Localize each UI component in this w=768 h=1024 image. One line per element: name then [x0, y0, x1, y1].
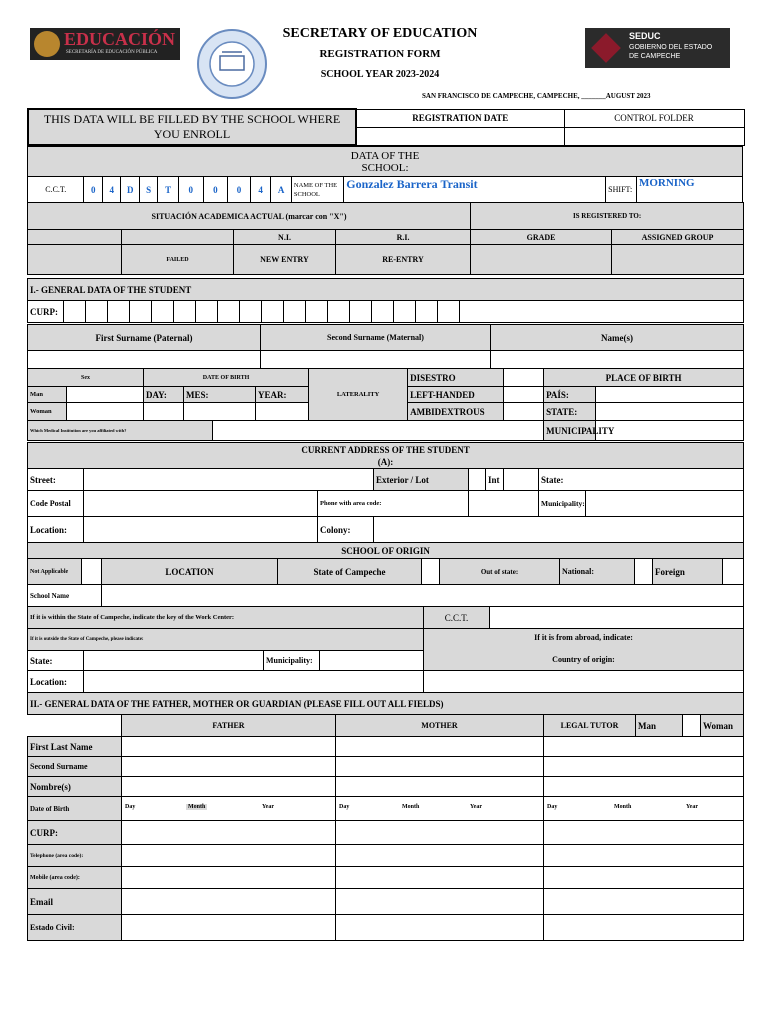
location-label: Location:	[28, 517, 84, 543]
shift-field[interactable]: MORNING	[636, 177, 742, 203]
cct-label: C.C.T.	[28, 177, 84, 203]
origin-location-field-label: Location:	[28, 671, 84, 693]
seduc-logo	[585, 28, 730, 68]
curp-char-field[interactable]	[108, 301, 130, 323]
laterality-label: LATERALITY	[309, 369, 408, 421]
father-dob-day-label: Day	[125, 804, 136, 810]
tutor-names[interactable]	[544, 777, 744, 797]
not-applicable-label: Not Applicable	[28, 559, 82, 585]
municipality-field[interactable]	[596, 421, 744, 441]
curp-char-field[interactable]	[284, 301, 306, 323]
tutor-woman-label: Woman	[701, 715, 744, 737]
origin-location-field[interactable]	[84, 671, 424, 693]
left-handed-checkbox[interactable]	[504, 387, 544, 403]
day-field[interactable]	[144, 403, 184, 421]
cct-char[interactable]: 0	[84, 177, 102, 203]
woman-checkbox[interactable]	[67, 403, 144, 421]
curp-char-field[interactable]	[86, 301, 108, 323]
names-row-label: Nombre(s)	[28, 777, 122, 797]
origin-title: SCHOOL OF ORIGIN	[28, 543, 744, 559]
dob-row-label: Date of Birth	[28, 797, 122, 821]
curp-char-field[interactable]	[152, 301, 174, 323]
tutor-first-last-name[interactable]	[544, 737, 744, 757]
municipality-label: MUNICIPALITY	[544, 421, 596, 441]
place-date: SAN FRANCISCO DE CAMPECHE, CAMPECHE, _______AUGUST 2023	[422, 92, 651, 100]
not-applicable-checkbox[interactable]	[82, 559, 102, 585]
student-section-title: I.- GENERAL DATA OF THE STUDENT	[28, 279, 744, 301]
curp-char-field[interactable]	[328, 301, 350, 323]
father-names[interactable]	[122, 777, 336, 797]
cct-char[interactable]: D	[121, 177, 139, 203]
father-dob-month-label: Month	[188, 804, 206, 810]
origin-state-label: State:	[28, 651, 84, 671]
control-folder-field[interactable]	[564, 127, 744, 145]
father-first-last-name[interactable]	[122, 737, 336, 757]
month-label: MES:	[184, 387, 256, 403]
curp-char-field[interactable]	[218, 301, 240, 323]
seduc-line-1: GOBIERNO DEL ESTADO	[629, 44, 713, 51]
year-label: YEAR:	[256, 387, 309, 403]
student-section	[27, 278, 744, 323]
tutor-curp[interactable]	[544, 821, 744, 845]
status-checkbox[interactable]	[28, 245, 122, 275]
abroad-label: If it is from abroad, indicate:	[534, 633, 633, 642]
names-field[interactable]	[491, 351, 744, 369]
address-section	[27, 442, 744, 543]
state-field[interactable]	[596, 403, 744, 421]
school-name-origin-label: School Name	[28, 585, 102, 607]
foreign-label: Foreign	[653, 559, 723, 585]
mother-second-surname[interactable]	[336, 757, 544, 777]
tutor-email[interactable]	[544, 889, 744, 915]
place-of-birth-label: PLACE OF BIRTH	[544, 369, 744, 387]
sep-logo-text: EDUCACIÓN	[64, 29, 176, 49]
mother-first-last-name[interactable]	[336, 737, 544, 757]
exterior-field[interactable]	[469, 469, 486, 491]
seal-icon	[34, 31, 60, 57]
tutor-mobile[interactable]	[544, 867, 744, 889]
year-field[interactable]	[256, 403, 309, 421]
shift-label: SHIFT:	[606, 177, 637, 203]
state-label: STATE:	[544, 403, 596, 421]
curp-char-field[interactable]	[394, 301, 416, 323]
mother-dob-year-label: Year	[470, 804, 482, 810]
outside-state-label: If it is outside the State of Campeche, please indicate:	[28, 629, 424, 651]
cct-char[interactable]: 4	[250, 177, 271, 203]
address-state-label: State:	[539, 469, 744, 491]
month-field[interactable]	[184, 403, 256, 421]
origin-municipality-field[interactable]	[320, 651, 424, 671]
father-second-surname[interactable]	[122, 757, 336, 777]
group-field[interactable]	[612, 245, 744, 275]
school-year: SCHOOL YEAR 2023-2024	[320, 69, 440, 80]
state-campeche-label: State of Campeche	[278, 559, 422, 585]
tutor-telephone[interactable]	[544, 845, 744, 867]
sex-label: Sex	[28, 369, 144, 387]
tutor-civil-status[interactable]	[544, 915, 744, 941]
woman-label: Woman	[28, 403, 67, 421]
grade-label: GRADE	[471, 230, 612, 245]
origin-cct-field[interactable]	[490, 607, 744, 629]
foreign-checkbox[interactable]	[723, 559, 744, 585]
mother-civil-status[interactable]	[336, 915, 544, 941]
ambidextrous-label: AMBIDEXTROUS	[408, 403, 504, 421]
guardians-section	[27, 692, 744, 941]
mother-dob-day-label: Day	[339, 804, 350, 810]
second-surname-row-label: Second Surname	[28, 757, 122, 777]
int-label: Int	[486, 469, 504, 491]
student-names	[27, 324, 744, 369]
national-label: National:	[560, 559, 635, 585]
seduc-line-2: DE CAMPECHE	[629, 53, 681, 60]
cct-char[interactable]: T	[158, 177, 179, 203]
tutor-man-label: Man	[636, 715, 683, 737]
grade-field[interactable]	[471, 245, 612, 275]
email-row-label: Email	[28, 889, 122, 915]
left-handed-label: LEFT-HANDED	[408, 387, 504, 403]
street-label: Street:	[28, 469, 84, 491]
tutor-man-checkbox[interactable]	[683, 715, 701, 737]
school-name-origin-field[interactable]	[102, 585, 744, 607]
form-subtitle: REGISTRATION FORM	[319, 48, 441, 60]
school-box	[27, 108, 745, 146]
country-label: PAÍS:	[544, 387, 596, 403]
medical-field[interactable]	[213, 421, 544, 441]
student-birth	[27, 368, 744, 441]
father-curp[interactable]	[122, 821, 336, 845]
colony-field[interactable]	[374, 517, 744, 543]
national-checkbox[interactable]	[635, 559, 653, 585]
address-municipality-label: Municipality:	[539, 491, 586, 517]
curp-char-field[interactable]	[350, 301, 372, 323]
dextrous-label: DISESTRO	[408, 369, 504, 387]
legal-tutor-header: LEGAL TUTOR	[544, 715, 636, 737]
mother-telephone[interactable]	[336, 845, 544, 867]
re-entry-option[interactable]: RE-ENTRY	[336, 245, 471, 275]
ambidextrous-checkbox[interactable]	[504, 403, 544, 421]
man-checkbox[interactable]	[67, 387, 144, 403]
cct-char[interactable]: 4	[102, 177, 120, 203]
failed-option[interactable]: FAILED	[122, 245, 234, 275]
mobile-row-label: Mobile (area code):	[28, 867, 122, 889]
curp-char-field[interactable]	[372, 301, 394, 323]
within-state-label: If it is within the State of Campeche, indicate the key of the Work Center:	[28, 607, 424, 629]
tutor-dob-year-label: Year	[686, 804, 698, 810]
data-of-school-label: DATA OF THE SCHOOL:	[28, 147, 743, 177]
mother-names[interactable]	[336, 777, 544, 797]
curp-row-label: CURP:	[28, 821, 122, 845]
school-name-field[interactable]: Gonzalez Barrera Transit	[344, 177, 606, 203]
street-field[interactable]	[84, 469, 374, 491]
phone-field[interactable]	[469, 491, 539, 517]
dextrous-checkbox[interactable]	[504, 369, 544, 387]
ri-label: R.I.	[336, 230, 471, 245]
curp-char-field[interactable]	[240, 301, 262, 323]
origin-municipality-label: Municipality:	[264, 651, 320, 671]
father-telephone[interactable]	[122, 845, 336, 867]
location-field[interactable]	[84, 517, 318, 543]
assigned-group-label: ASSIGNED GROUP	[612, 230, 744, 245]
origin-details	[27, 606, 744, 693]
first-surname-label: First Surname (Paternal)	[28, 325, 261, 351]
academic-status	[27, 202, 744, 275]
ni-label: N.I.	[234, 230, 336, 245]
seduc-mark-icon	[591, 33, 621, 63]
second-surname-field[interactable]	[261, 351, 491, 369]
academic-status-label: SITUACIÓN ACADEMICA ACTUAL (marcar con "X")	[28, 203, 471, 230]
man-label: Man	[28, 387, 67, 403]
phone-label: Phone with area code:	[318, 491, 469, 517]
cct-char[interactable]: S	[139, 177, 157, 203]
school-data	[27, 146, 743, 203]
telephone-row-label: Telephone (area code):	[28, 845, 122, 867]
first-last-name-label: First Last Name	[28, 737, 122, 757]
address-title: CURRENT ADDRESS OF THE STUDENT (A):	[28, 443, 744, 469]
exterior-label: Exterior / Lot	[374, 469, 469, 491]
control-folder-label: CONTROL FOLDER	[564, 109, 744, 127]
day-label: DAY:	[144, 387, 184, 403]
mother-curp[interactable]	[336, 821, 544, 845]
father-header: FATHER	[122, 715, 336, 737]
curp-char-field[interactable]	[306, 301, 328, 323]
origin-location-label: LOCATION	[102, 559, 278, 585]
father-email[interactable]	[122, 889, 336, 915]
postal-code-label: Code Postal	[28, 491, 84, 517]
medical-label: Which Medical Institution are you affiliated with?	[28, 421, 213, 441]
curp-char-field[interactable]	[174, 301, 196, 323]
curp-char-field[interactable]	[438, 301, 460, 323]
mother-dob-month-label: Month	[402, 804, 420, 810]
father-mobile[interactable]	[122, 867, 336, 889]
address-municipality-field[interactable]	[586, 491, 744, 517]
registration-date-label: REGISTRATION DATE	[356, 109, 564, 127]
first-surname-field[interactable]	[28, 351, 261, 369]
cct-char[interactable]: A	[271, 177, 292, 203]
mother-mobile[interactable]	[336, 867, 544, 889]
sep-logo	[30, 28, 180, 60]
curp-char-field[interactable]	[262, 301, 284, 323]
seduc-title: SEDUC	[629, 31, 661, 41]
origin-cct-label: C.C.T.	[424, 607, 490, 629]
second-surname-label: Second Surname (Maternal)	[261, 325, 491, 351]
postal-code-field[interactable]	[84, 491, 318, 517]
cct-char[interactable]: 0	[203, 177, 228, 203]
mother-header: MOTHER	[336, 715, 544, 737]
names-label: Name(s)	[491, 325, 744, 351]
country-of-origin-field[interactable]	[424, 671, 744, 693]
out-of-state-label: Out of state:	[440, 559, 560, 585]
tutor-second-surname[interactable]	[544, 757, 744, 777]
school-notice: THIS DATA WILL BE FILLED BY THE SCHOOL WHERE YOU ENROLL	[28, 109, 356, 145]
guardians-title: II.- GENERAL DATA OF THE FATHER, MOTHER OR GUARDIAN (PLEASE FILL OUT ALL FIELDS)	[28, 693, 744, 715]
civil-status-row-label: Estado Civil:	[28, 915, 122, 941]
origin-section	[27, 542, 744, 607]
registered-to-label: IS REGISTERED TO:	[471, 203, 744, 230]
country-of-origin-label: Country of origin:	[552, 655, 615, 664]
origin-state-field[interactable]	[84, 651, 264, 671]
cct-char[interactable]: 0	[178, 177, 203, 203]
curp-char-field[interactable]	[416, 301, 438, 323]
father-civil-status[interactable]	[122, 915, 336, 941]
mother-email[interactable]	[336, 889, 544, 915]
school-name-label: NAME OF THE SCHOOL	[291, 177, 343, 203]
cct-char[interactable]: 0	[228, 177, 251, 203]
curp-char-field[interactable]	[64, 301, 86, 323]
school-emblem	[192, 28, 272, 100]
tutor-dob-month-label: Month	[614, 804, 632, 810]
country-field[interactable]	[596, 387, 744, 403]
colony-label: Colony:	[318, 517, 374, 543]
registration-date-field[interactable]	[356, 127, 564, 145]
father-dob-year-label: Year	[262, 804, 274, 810]
curp-label: CURP:	[28, 301, 64, 323]
new-entry-option[interactable]: NEW ENTRY	[234, 245, 336, 275]
gear-emblem-icon	[192, 28, 272, 100]
curp-char-field[interactable]	[196, 301, 218, 323]
tutor-dob-day-label: Day	[547, 804, 558, 810]
sep-logo-subtext: SECRETARÍA DE EDUCACIÓN PÚBLICA	[66, 50, 158, 55]
state-campeche-checkbox[interactable]	[422, 559, 440, 585]
curp-char-field[interactable]	[130, 301, 152, 323]
page-title: SECRETARY OF EDUCATION	[282, 26, 478, 41]
int-field[interactable]	[504, 469, 539, 491]
dob-label: DATE OF BIRTH	[144, 369, 309, 387]
